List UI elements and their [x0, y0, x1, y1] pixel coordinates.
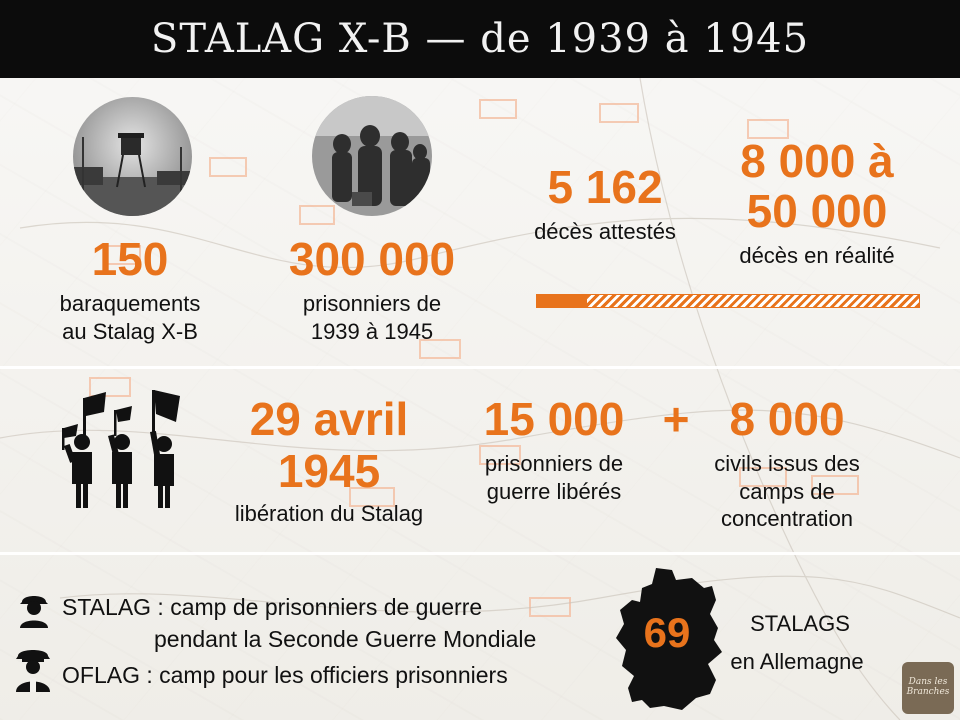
- stat-civ-caption-2: camps de: [739, 478, 835, 504]
- stalag-count-label-1: STALAGS: [750, 611, 850, 636]
- title-bar: [0, 0, 960, 78]
- stat-deaths-attested-value: 5 162: [547, 161, 663, 213]
- stat-baracks-caption-2: au Stalag X-B: [62, 318, 198, 344]
- page-title: STALAG X-B — de 1939 à 1945: [150, 16, 810, 62]
- liberation-caption: libération du Stalag: [234, 501, 424, 526]
- deaths-ratio-bar: [536, 294, 920, 308]
- stat-prisoners-value: 300 000: [288, 233, 456, 285]
- oflag-definition: OFLAG : camp pour les officiers prisonniers: [62, 662, 508, 688]
- stat-deaths-real: [712, 135, 922, 270]
- brand-logo-text: Dans les Branches: [906, 677, 950, 697]
- prisoners-march-photo: [312, 96, 432, 216]
- camp-watchtower-photo: [73, 97, 192, 216]
- liberation-date-2: 1945: [277, 445, 381, 497]
- brand-logo: [902, 662, 954, 714]
- stalag-definition-line-1: STALAG : camp de prisonniers de guerre: [62, 594, 483, 620]
- stat-pow-caption-2: guerre libérés: [486, 478, 622, 504]
- stat-pow-caption-1: prisonniers de: [484, 451, 624, 476]
- stat-deaths-real-caption: décès en réalité: [739, 243, 895, 268]
- stat-pow-freed: [466, 393, 642, 505]
- section-divider-1: [0, 366, 960, 369]
- stat-deaths-attested-caption: décès attestés: [534, 219, 676, 244]
- stat-prisoners-caption-2: 1939 à 1945: [310, 318, 434, 344]
- stat-baracks-caption-1: baraquements: [59, 291, 201, 316]
- liberation-date: [216, 393, 442, 528]
- soldier-icon: [14, 592, 54, 632]
- stalag-count: 69: [643, 609, 691, 656]
- officer-icon: [12, 646, 54, 696]
- celebrating-people-icon: [56, 384, 216, 518]
- stat-civ-caption-1: civils issus des: [714, 451, 860, 476]
- section-divider-2: [0, 552, 960, 555]
- stat-prisoners: [262, 233, 482, 345]
- deaths-ratio-hatch: [587, 295, 919, 307]
- deaths-ratio-fill: [537, 295, 587, 307]
- stat-civilians: [694, 393, 880, 533]
- plus-sign: +: [662, 393, 690, 445]
- stat-civ-value: 8 000: [729, 393, 845, 445]
- stat-civ-caption-3: concentration: [720, 506, 854, 531]
- stat-pow-value: 15 000: [483, 393, 625, 445]
- stat-prisoners-caption-1: prisonniers de: [302, 291, 442, 316]
- stalag-definition-line-2: pendant la Seconde Guerre Mondiale: [154, 626, 537, 652]
- stat-deaths-real-value-1: 8 000 à: [740, 135, 894, 187]
- stat-deaths-real-value-2: 50 000: [746, 185, 888, 237]
- stalag-count-label-2: en Allemagne: [730, 649, 864, 674]
- stat-deaths-attested: [520, 161, 690, 246]
- liberation-date-1: 29 avril: [249, 393, 409, 445]
- stat-baracks-value: 150: [91, 233, 169, 285]
- stat-baracks: [30, 233, 230, 345]
